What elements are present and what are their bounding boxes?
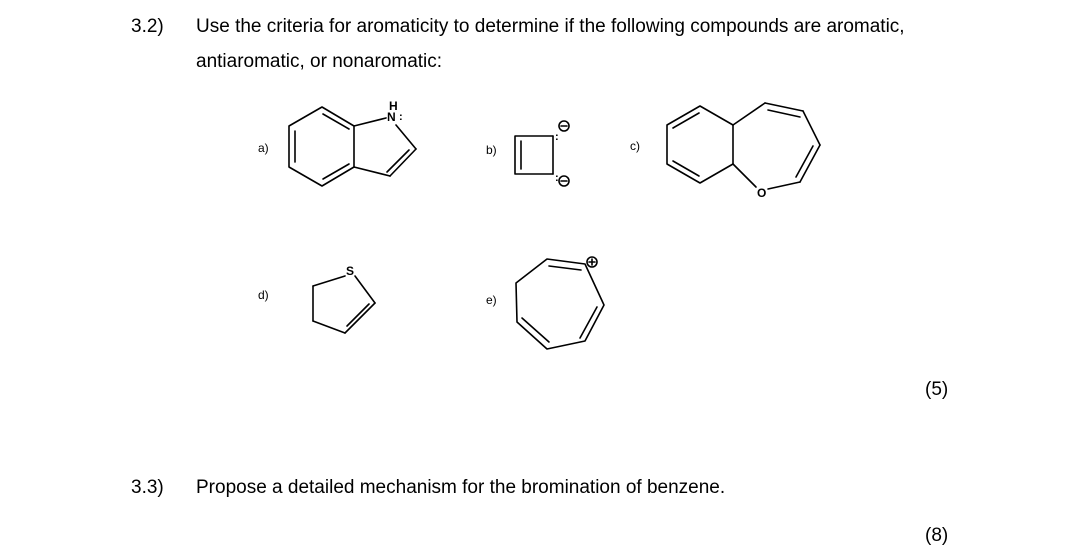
sulfur-atom: S — [346, 264, 355, 278]
svg-text::: : — [555, 172, 559, 184]
compound-label-c: c) — [630, 139, 640, 153]
compound-label-b: b) — [486, 143, 497, 157]
question-text-line-1: Use the criteria for aromaticity to determine if the following compounds are aromatic, — [196, 16, 905, 37]
nitrogen-atom: N — [387, 110, 396, 124]
oxygen-atom: O — [757, 186, 767, 200]
compound-label-d: d) — [258, 288, 269, 302]
question-text-3-3: Propose a detailed mechanism for the bromination of benzene. — [196, 477, 726, 498]
hydrogen-atom: H — [389, 99, 398, 113]
question-number-3-3: 3.3) — [131, 477, 164, 498]
compound-label-e: e) — [486, 293, 497, 307]
svg-text::: : — [555, 131, 559, 143]
svg-text::: : — [399, 111, 403, 123]
marks-3-2: (5) — [925, 379, 949, 400]
question-text-line-2: antiaromatic, or nonaromatic: — [196, 51, 443, 72]
compound-label-a: a) — [258, 141, 269, 155]
question-number-3-2: 3.2) — [131, 16, 164, 37]
marks-3-3: (8) — [925, 525, 949, 546]
